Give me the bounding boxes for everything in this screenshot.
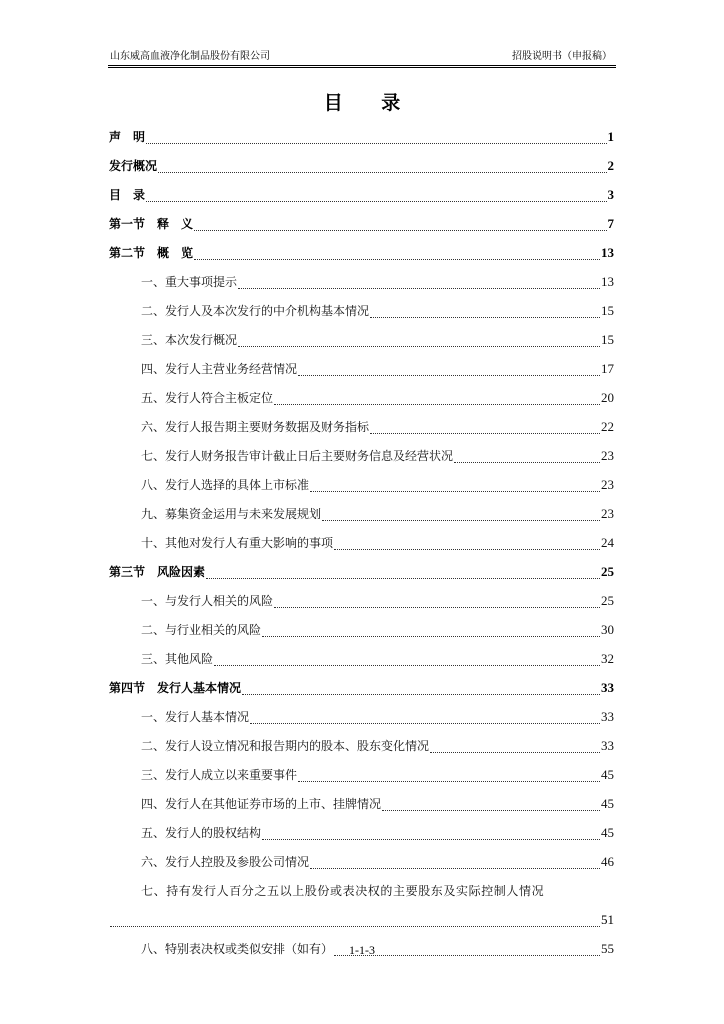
toc-leader-dots: [262, 626, 600, 637]
toc-entry[interactable]: [109, 731, 614, 760]
toc-leader-dots: [454, 452, 600, 463]
header-company-name: 山东威高血液净化制品股份有限公司: [110, 51, 270, 62]
toc-leader-dots: [242, 684, 600, 695]
header-divider: [108, 65, 616, 68]
toc-section-entry[interactable]: [109, 122, 614, 151]
toc-entry-label: 六、发行人报告期主要财务数据及财务指标: [141, 420, 370, 434]
toc-entry-page: 23: [601, 447, 614, 463]
header-document-type: 招股说明书（申报稿）: [512, 51, 612, 62]
toc-leader-dots: [322, 510, 600, 521]
toc-leader-dots: [146, 133, 606, 144]
toc-entry-label: 三、本次发行概况: [141, 333, 238, 347]
toc-entry-label: 声 明: [109, 130, 146, 144]
toc-section-entry[interactable]: [109, 209, 614, 238]
toc-entry-page: 33: [601, 679, 614, 695]
running-header: [108, 50, 616, 64]
toc-entry[interactable]: [109, 760, 614, 789]
toc-entry-page: 55: [601, 940, 614, 956]
toc-leader-dots: [158, 162, 606, 173]
toc-entry-page: 13: [601, 273, 614, 289]
toc-leader-dots: [238, 336, 600, 347]
toc-entry-label: 六、发行人控股及参股公司情况: [141, 855, 310, 869]
toc-entry-label: 一、发行人基本情况: [141, 710, 250, 724]
toc-entry[interactable]: [109, 412, 614, 441]
toc-leader-dots: [310, 481, 600, 492]
toc-entry-page: 30: [601, 621, 614, 637]
toc-leader-dots: [146, 191, 606, 202]
toc-leader-dots: [250, 713, 600, 724]
toc-entry-page: 25: [601, 563, 614, 579]
toc-entry-label: 五、发行人符合主板定位: [141, 391, 274, 405]
toc-leader-dots: [298, 365, 600, 376]
toc-entry-label: 第一节 释 义: [109, 217, 194, 231]
toc-entry-label: 一、重大事项提示: [141, 275, 238, 289]
toc-leader-dots: [238, 278, 600, 289]
toc-leader-dots: [206, 568, 600, 579]
toc-entry-label: 一、与发行人相关的风险: [141, 594, 274, 608]
toc-entry-label: 三、发行人成立以来重要事件: [141, 768, 298, 782]
toc-entry-label: 二、发行人及本次发行的中介机构基本情况: [141, 304, 370, 318]
toc-leader-dots: [370, 307, 600, 318]
toc-entry-page: 23: [601, 505, 614, 521]
toc-entry-page: 45: [601, 824, 614, 840]
toc-leader-dots: [310, 858, 600, 869]
toc-leader-dots: [334, 539, 600, 550]
toc-section-entry[interactable]: [109, 151, 614, 180]
toc-leader-dots: [194, 220, 606, 231]
toc-leader-dots: [194, 249, 600, 260]
toc-entry[interactable]: [109, 441, 614, 470]
toc-entry[interactable]: [109, 267, 614, 296]
toc-entry[interactable]: [109, 702, 614, 731]
toc-entry-page: 45: [601, 766, 614, 782]
toc-entry-page: 33: [601, 737, 614, 753]
toc-entry-label: 十、其他对发行人有重大影响的事项: [141, 536, 334, 550]
toc-entry-page: 20: [601, 389, 614, 405]
toc-leader-dots: [110, 916, 600, 927]
toc-entry-label: 五、发行人的股权结构: [141, 826, 262, 840]
toc-entry-page: 3: [607, 186, 614, 202]
toc-entry-label: 二、与行业相关的风险: [141, 623, 262, 637]
toc-entry-label: 三、其他风险: [141, 652, 214, 666]
toc-section-entry[interactable]: [109, 238, 614, 267]
toc-entry[interactable]: [109, 325, 614, 354]
toc-entry-page: 13: [601, 244, 614, 260]
toc-entry[interactable]: [109, 354, 614, 383]
toc-entry-page: 23: [601, 476, 614, 492]
toc-entry[interactable]: [109, 586, 614, 615]
toc-entry-page: 24: [601, 534, 614, 550]
page-number: 1-1-3: [349, 943, 375, 957]
toc-leader-dots: [274, 394, 600, 405]
toc-section-entry[interactable]: [109, 557, 614, 586]
toc-leader-dots: [262, 829, 600, 840]
table-of-contents: [109, 122, 614, 963]
toc-entry[interactable]: [109, 615, 614, 644]
toc-entry-label: 四、发行人在其他证券市场的上市、挂牌情况: [141, 797, 382, 811]
toc-entry[interactable]: [109, 296, 614, 325]
toc-entry-page: 15: [601, 302, 614, 318]
toc-entry-continuation[interactable]: [109, 905, 614, 934]
toc-entry-label: 目 录: [109, 188, 146, 202]
toc-entry-label: 四、发行人主营业务经营情况: [141, 362, 298, 376]
toc-entry[interactable]: [109, 644, 614, 673]
page-title: 目 录: [323, 92, 417, 114]
toc-section-entry[interactable]: [109, 673, 614, 702]
toc-entry-page: 32: [601, 650, 614, 666]
toc-entry-page: 45: [601, 795, 614, 811]
toc-leader-dots: [370, 423, 600, 434]
toc-entry[interactable]: [109, 528, 614, 557]
toc-leader-dots: [274, 597, 600, 608]
toc-entry[interactable]: [109, 383, 614, 412]
toc-entry-page: 25: [601, 592, 614, 608]
toc-leader-dots: [382, 800, 600, 811]
toc-entry-page: 15: [601, 331, 614, 347]
toc-entry[interactable]: [109, 789, 614, 818]
toc-section-entry[interactable]: [109, 180, 614, 209]
toc-entry-page: 51: [601, 911, 614, 927]
toc-entry-label: 七、持有发行人百分之五以上股份或表决权的主要股东及实际控制人情况: [141, 884, 545, 898]
toc-leader-dots: [430, 742, 600, 753]
toc-entry-label: 八、发行人选择的具体上市标准: [141, 478, 310, 492]
toc-entry-page: 7: [607, 215, 614, 231]
toc-entry-label: 八、特别表决权或类似安排（如有）: [141, 942, 334, 956]
toc-entry-label: 第三节 风险因素: [109, 565, 206, 579]
toc-entry-page: 2: [607, 157, 614, 173]
toc-entry[interactable]: [109, 470, 614, 499]
toc-entry[interactable]: [109, 818, 614, 847]
toc-entry-label: 七、发行人财务报告审计截止日后主要财务信息及经营状况: [141, 449, 454, 463]
toc-entry[interactable]: [109, 499, 614, 528]
toc-entry-page: 17: [601, 360, 614, 376]
toc-entry[interactable]: [109, 876, 614, 905]
toc-entry-page: 1: [607, 128, 614, 144]
toc-entry-label: 九、募集资金运用与未来发展规划: [141, 507, 322, 521]
toc-entry-page: 33: [601, 708, 614, 724]
toc-leader-dots: [298, 771, 600, 782]
toc-entry-label: 发行概况: [109, 159, 158, 173]
toc-entry-label: 第四节 发行人基本情况: [109, 681, 242, 695]
toc-entry[interactable]: [109, 847, 614, 876]
toc-leader-dots: [214, 655, 600, 666]
toc-entry-label: 二、发行人设立情况和报告期内的股本、股东变化情况: [141, 739, 430, 753]
toc-entry-page: 46: [601, 853, 614, 869]
toc-entry-page: 22: [601, 418, 614, 434]
toc-entry-label: 第二节 概 览: [109, 246, 194, 260]
